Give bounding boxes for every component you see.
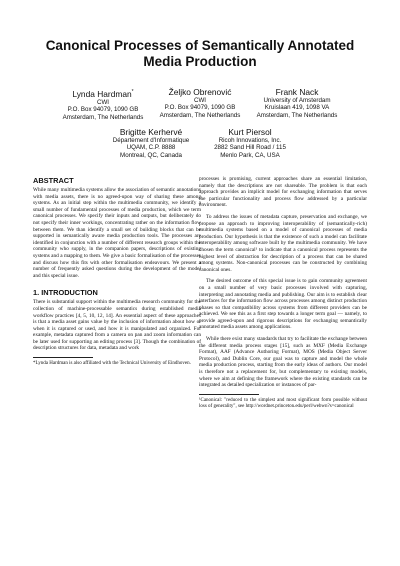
author-address: P.O. Box 94079, 1090 GB <box>67 106 139 114</box>
footnote-rule <box>33 357 93 358</box>
footnote-canonical: ¹Canonical: "reduced to the simplest and most significant form possible without loss of generality", see http://wordnet.princeton.edu/perl/webwn?s=canonical <box>199 397 367 410</box>
footnote-author: *Lynda Hardman is also affiliated with the Technical University of Eindhoven. <box>33 361 191 367</box>
right-column <box>199 176 367 410</box>
author-name: Brigitte Kerhervé <box>119 127 183 137</box>
introduction-text: There is substantial support within the multimedia research community for the collection of machine-processable semantics during established media workflow practices [4, 5, 10, 12, 14]. An essential aspect of these approaches is that a media asset gains value by the inclusion of information about how or when it is captured or used, and how it is manipulated and organized. For example, metadata captured from a camera on pan and zoom information can be later used for supporting an editing process [3]. Though the combination of description structures for data, metadata and work <box>33 299 201 352</box>
author-city: Montreal, QC, Canada <box>120 151 182 159</box>
body-paragraph: While there exist many standards that try to facilitate the exchange between the different media process stages [15], such as MXF (Media Exchange Format), AAF (Advance Authoring Format), MOS (Media Object Server Protocol), and Dublin Core, our goal was to capture and model the whole media production process, starting from the early ideas of authors. Our model is therefore not a replacement for, but complementary to existing models, where we aim at defining the framework where the existing standards can be integrated as detailed specialization or instances of par- <box>199 336 367 389</box>
left-column <box>33 176 201 367</box>
introduction-heading: 1. INTRODUCTION <box>33 288 98 298</box>
body-paragraph: processes is promising, current approaches share an essential limitation, namely that the descriptions are not shareable. The problem is that each approach provides an implicit model for exchanging information that serves the particular functionality and process flow addressed by a particular environment. <box>199 176 367 209</box>
author-affiliation: University of Amsterdam <box>263 97 331 104</box>
author-address: P.O. Box 94079, 1090 GB <box>164 104 236 112</box>
abstract-text: While many multimedia systems allow the association of semantic annotations with media assets, there is no agreed-upon way of sharing these among systems. As an initial step within the multimedia community, we identify a small number of fundamental processes of media production, which we term canonical processes. We specify their inputs and outputs, but deliberately do not specify their inner workings, concentrating rather on the information flow between them. We than identify a small set of building blocks that can be supported in semantically aware media production tools. The processes are identified in conjunction with a number of different research groups within the community who supply, in the companion papers, descriptions of existing systems and a mapping to them. We give a basic formalisation of the processes and discuss how this fits with other formalisation endeavours. We present a number of frequently asked questions during the development of the model and this special issue. <box>33 187 201 279</box>
author-name: Željko Obrenović <box>168 87 232 97</box>
author-address: 2882 Sand Hill Road / 115 <box>214 144 286 152</box>
author-affiliation: CWI <box>96 98 110 106</box>
author-block-3 <box>232 87 362 119</box>
body-paragraph: The desired outcome of this special issue is to gain community agreement on a small number of very basic processes involved with capturing, interpreting and annotating media and publishing. Our aim is to establish clear interfaces for the information flow across processes among distinct production phases so that compatibility across systems from different providers can be achieved. We see this as a first step towards a longer term goal — namely, to provide agreed-upon and rigorous descriptions for exchanging semantically annotated media assets among applications. <box>199 278 367 331</box>
author-address: UQAM, C.P. 8888 <box>126 144 176 152</box>
footnote-rule <box>199 394 259 395</box>
body-paragraph: To address the issues of metadata capture, preservation and exchange, we propose an approach to improving interoperability of (semantically-rich) multimedia systems based on a model of canonical processes of media production. Our hypothesis is that the existence of such a model can facilitate interoperability among software built by the multimedia community. We have chosen the term canonical¹ to indicate that a canonical process represents the highest level of abstraction for description of a process that can be shared among systems. Non-canonical processes can be constructed by combining canonical ones. <box>199 213 367 273</box>
author-address: Kruislaan 419, 1098 VA <box>264 104 330 112</box>
author-name: Lynda Hardman* <box>72 88 134 99</box>
author-name: Kurt Piersol <box>228 127 272 137</box>
author-name: Frank Nack <box>275 87 319 97</box>
author-affiliation: CWI <box>193 97 207 104</box>
author-city: Amsterdam, The Netherlands <box>159 111 241 119</box>
author-city: Menlo Park, CA, USA <box>220 151 280 159</box>
author-city: Amsterdam, The Netherlands <box>256 111 338 119</box>
author-block-5 <box>185 127 315 159</box>
abstract-heading: ABSTRACT <box>33 176 74 185</box>
author-city: Amsterdam, The Netherlands <box>62 113 144 121</box>
author-affiliation: Département d'Informatique <box>112 137 190 144</box>
author-affiliation: Ricoh Innovations, Inc. <box>218 137 282 144</box>
paper-title: Canonical Processes of Semantically Annotated Media Production <box>45 38 355 69</box>
